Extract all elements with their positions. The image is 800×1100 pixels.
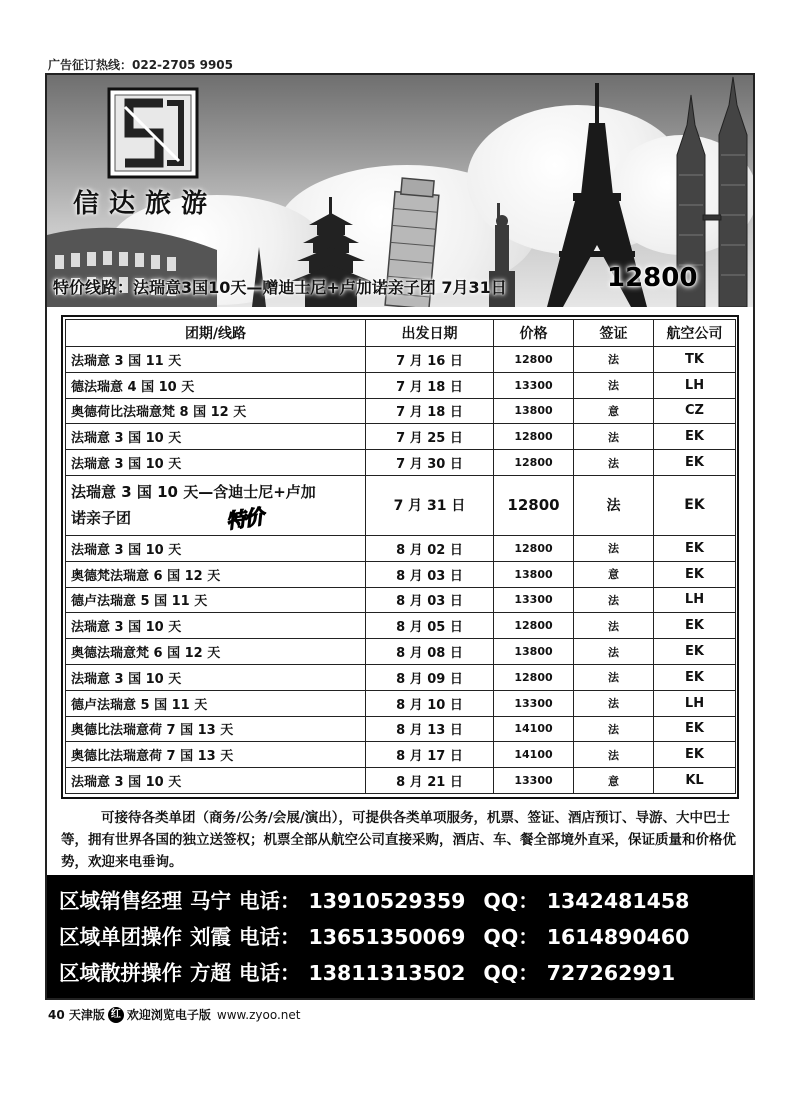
sd-logo-icon: [107, 87, 199, 179]
price-cell: 12800: [494, 424, 574, 450]
price-cell: 13300: [494, 372, 574, 398]
phone-label: 电话：: [239, 925, 301, 949]
airline-cell: EK: [654, 450, 736, 476]
route-cell: 法瑞意 3 国 10 天: [66, 424, 366, 450]
route-cell: 奥德法瑞意梵 6 国 12 天: [66, 639, 366, 665]
price-cell: 14100: [494, 742, 574, 768]
table-row: [66, 535, 736, 561]
airline-cell: EK: [654, 613, 736, 639]
table-row: [66, 450, 736, 476]
visa-cell: 法: [574, 475, 654, 535]
date-cell: 8 月 09 日: [366, 664, 494, 690]
table-row: [66, 613, 736, 639]
table-row: [66, 347, 736, 373]
special-offer-price: 12800: [607, 263, 698, 293]
date-cell: 8 月 17 日: [366, 742, 494, 768]
route-cell: 奥德比法瑞意荷 7 国 13 天: [66, 716, 366, 742]
airline-cell: EK: [654, 561, 736, 587]
visa-cell: 法: [574, 690, 654, 716]
contact-line: [59, 883, 741, 919]
date-cell: 7 月 18 日: [366, 372, 494, 398]
date-cell: 8 月 05 日: [366, 613, 494, 639]
date-cell: 7 月 25 日: [366, 424, 494, 450]
visa-cell: 法: [574, 372, 654, 398]
special-price-stamp: 特价: [224, 504, 264, 534]
page-number: 40: [48, 1007, 65, 1022]
airline-cell: EK: [654, 664, 736, 690]
price-cell: 13300: [494, 768, 574, 794]
contact-phone: 13910529359: [308, 889, 466, 913]
service-description: 可接待各类单团（商务/公务/会展/演出），可提供各类单项服务，机票、签证、酒店预订、导游、大中巴士等，拥有世界各国的独立送签权；机票全部从航空公司直接采购，酒店、车、餐全部境外直采，保证质量和价格优势，欢迎来电垂询。: [61, 810, 736, 870]
route-cell: 奥德荷比法瑞意梵 8 国 12 天: [66, 398, 366, 424]
contact-name: 马宁: [190, 889, 231, 913]
table-row: [66, 398, 736, 424]
table-row: [66, 690, 736, 716]
website-link[interactable]: www.zyoo.net: [216, 1007, 301, 1022]
visa-cell: 法: [574, 535, 654, 561]
table-row: [66, 424, 736, 450]
header-airline: 航空公司: [654, 320, 736, 347]
special-offer-text: 特价线路：法瑞意3国10天—赠迪士尼+卢加诺亲子团 7月31日: [53, 278, 507, 297]
visa-cell: 法: [574, 424, 654, 450]
airline-cell: EK: [654, 742, 736, 768]
banner: [47, 75, 753, 307]
price-cell: 12800: [494, 664, 574, 690]
tour-table: [61, 315, 739, 799]
price-cell: 13800: [494, 561, 574, 587]
route-cell: 德法瑞意 4 国 10 天: [66, 372, 366, 398]
qq-label: QQ：: [483, 925, 539, 949]
ad-hotline: 广告征订热线：022-2705 9905: [48, 58, 234, 72]
price-cell: 13300: [494, 587, 574, 613]
visa-cell: 法: [574, 450, 654, 476]
route-cell: [66, 475, 366, 535]
red-badge-icon: 红: [108, 1007, 124, 1023]
route-cell: 法瑞意 3 国 10 天: [66, 535, 366, 561]
edition-label: 天津版: [68, 1008, 105, 1022]
visa-cell: 意: [574, 561, 654, 587]
date-cell: 8 月 03 日: [366, 561, 494, 587]
route-line: 法瑞意 3 国 10 天—含迪士尼+卢加: [71, 483, 316, 502]
price-cell: 13300: [494, 690, 574, 716]
route-cell: 法瑞意 3 国 10 天: [66, 768, 366, 794]
table-row: [66, 587, 736, 613]
airline-cell: EK: [654, 639, 736, 665]
ad-frame: [45, 73, 755, 1000]
contact-role: 区域散拼操作: [59, 961, 182, 985]
airline-cell: TK: [654, 347, 736, 373]
route-cell: 法瑞意 3 国 10 天: [66, 613, 366, 639]
visa-cell: 意: [574, 398, 654, 424]
date-cell: 7 月 16 日: [366, 347, 494, 373]
visa-cell: 意: [574, 768, 654, 794]
table-row-special: [66, 475, 736, 535]
airline-cell: EK: [654, 535, 736, 561]
date-cell: 8 月 02 日: [366, 535, 494, 561]
table-row: [66, 664, 736, 690]
date-cell: 8 月 13 日: [366, 716, 494, 742]
price-cell: 12800: [494, 535, 574, 561]
route-cell: 奥德比法瑞意荷 7 国 13 天: [66, 742, 366, 768]
contact-qq: 727262991: [546, 961, 676, 985]
airline-cell: CZ: [654, 398, 736, 424]
brand-name: 信达旅游: [73, 189, 218, 219]
table-row: [66, 716, 736, 742]
contact-phone: 13651350069: [308, 925, 466, 949]
price-cell: 14100: [494, 716, 574, 742]
airline-cell: EK: [654, 716, 736, 742]
date-cell: 8 月 21 日: [366, 768, 494, 794]
date-cell: 8 月 03 日: [366, 587, 494, 613]
contact-name: 方超: [190, 961, 231, 985]
route-line: 诺亲子团: [71, 509, 132, 528]
route-cell: 法瑞意 3 国 10 天: [66, 664, 366, 690]
contact-qq: 1342481458: [546, 889, 690, 913]
phone-label: 电话：: [239, 889, 301, 913]
route-cell: 德卢法瑞意 5 国 11 天: [66, 587, 366, 613]
price-cell: 13800: [494, 639, 574, 665]
route-cell: 奥德梵法瑞意 6 国 12 天: [66, 561, 366, 587]
date-cell: 7 月 18 日: [366, 398, 494, 424]
contact-line: [59, 955, 741, 991]
airline-cell: LH: [654, 690, 736, 716]
contact-block: [47, 875, 753, 998]
table-header: [66, 320, 736, 347]
welcome-text: 欢迎浏览电子版: [126, 1008, 211, 1022]
airline-cell: LH: [654, 372, 736, 398]
visa-cell: 法: [574, 613, 654, 639]
airline-cell: LH: [654, 587, 736, 613]
visa-cell: 法: [574, 587, 654, 613]
date-cell: 8 月 08 日: [366, 639, 494, 665]
price-cell: 12800: [494, 347, 574, 373]
header-date: 出发日期: [366, 320, 494, 347]
price-cell: 12800: [494, 613, 574, 639]
table-row: [66, 742, 736, 768]
header-route: 团期/线路: [66, 320, 366, 347]
price-cell: 13800: [494, 398, 574, 424]
route-cell: 法瑞意 3 国 11 天: [66, 347, 366, 373]
table-row: [66, 561, 736, 587]
contact-line: [59, 919, 741, 955]
airline-cell: KL: [654, 768, 736, 794]
visa-cell: 法: [574, 742, 654, 768]
page-footer: [48, 1006, 300, 1023]
contact-qq: 1614890460: [546, 925, 690, 949]
price-cell: 12800: [494, 450, 574, 476]
qq-label: QQ：: [483, 961, 539, 985]
contact-phone: 13811313502: [308, 961, 466, 985]
header-price: 价格: [494, 320, 574, 347]
qq-label: QQ：: [483, 889, 539, 913]
date-cell: 7 月 30 日: [366, 450, 494, 476]
header-visa: 签证: [574, 320, 654, 347]
route-cell: 德卢法瑞意 5 国 11 天: [66, 690, 366, 716]
route-cell: 法瑞意 3 国 10 天: [66, 450, 366, 476]
visa-cell: 法: [574, 664, 654, 690]
airline-cell: EK: [654, 424, 736, 450]
contact-name: 刘霞: [190, 925, 231, 949]
visa-cell: 法: [574, 347, 654, 373]
contact-role: 区域单团操作: [59, 925, 182, 949]
phone-label: 电话：: [239, 961, 301, 985]
visa-cell: 法: [574, 716, 654, 742]
contact-role: 区域销售经理: [59, 889, 182, 913]
table-row: [66, 768, 736, 794]
airline-cell: EK: [654, 475, 736, 535]
date-cell: 8 月 10 日: [366, 690, 494, 716]
price-cell: 12800: [494, 475, 574, 535]
visa-cell: 法: [574, 639, 654, 665]
date-cell: 7 月 31 日: [366, 475, 494, 535]
table-row: [66, 639, 736, 665]
table-row: [66, 372, 736, 398]
